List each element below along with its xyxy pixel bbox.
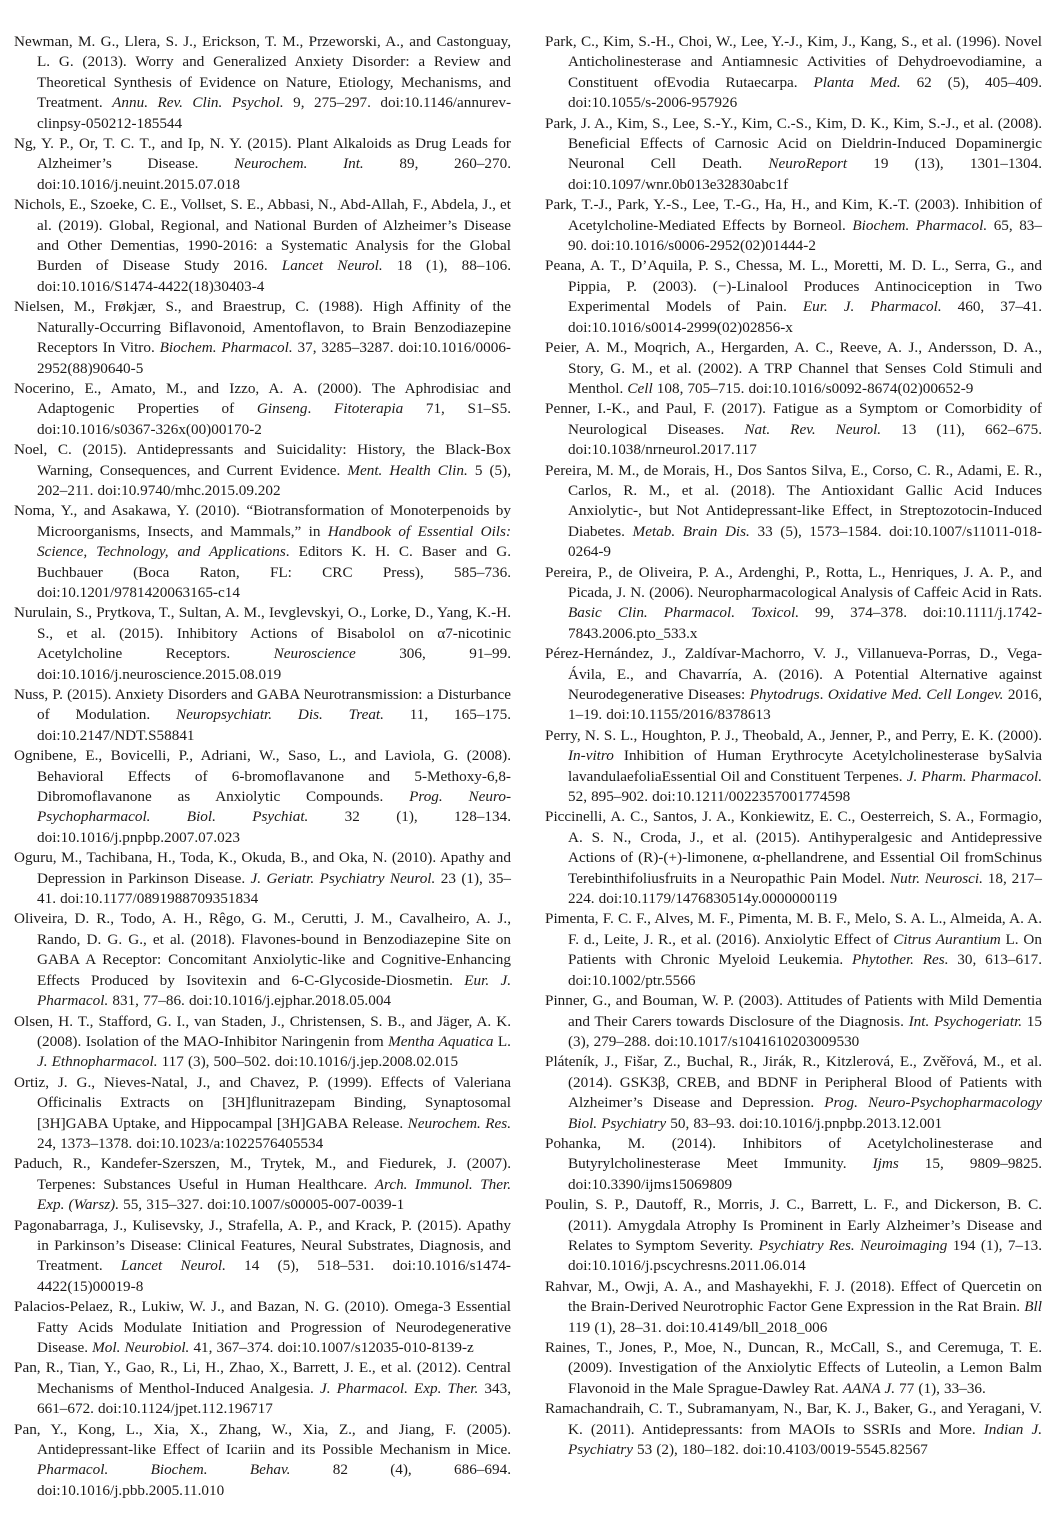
reference-text: 18, 217–224. doi:10.1179/1476830514y.0000000119 [568,869,1043,908]
reference-italic-text: Citrus Aurantium [893,930,1001,948]
reference-text: 460, 37–41. doi:10.1016/s0014-2999(02)02856-x [568,298,1042,336]
reference-entry [545,1338,1042,1399]
reference-entry [14,379,511,440]
reference-entry [14,685,511,746]
reference-text: 71, S1–S5. doi:10.1016/s0367-326x(00)00170-2 [37,400,511,438]
reference-entry [14,1154,511,1215]
reference-italic-text: Biochem. Pharmacol. [159,339,293,357]
reference-italic-text: Mentha Aquatica [388,1032,494,1050]
reference-text: 9, 275–297. doi:10.1146/annurev-clinpsy-050212-185544 [37,94,512,132]
reference-entry [545,1277,1042,1338]
reference-text: Rahvar, M., Owji, A. A., and Mashayekhi, F. J. (2018). Effect of Quercetin on the Brain-Derived Neurotrophic Factor Gene Expression in the Rat Brain. [545,1277,1042,1316]
reference-italic-text: Lancet Neurol. [120,1257,226,1275]
reference-text: Noma, Y., and Asakawa, Y. (2010). “Biotransformation of Monoterpenoids by Microorganisms, Insects, and Mammals,” in [14,502,511,540]
reference-italic-text: Phytodrugs [749,686,820,703]
reference-entry [545,726,1042,808]
reference-entry [545,114,1042,196]
reference-text: 37, 3285–3287. doi:10.1016/0006-2952(88)90640-5 [37,339,511,377]
reference-entry [14,1297,511,1358]
reference-text: Raines, T., Jones, P., Moe, N., Duncan, R., McCall, S., and Ceremuga, T. E. (2009). Investigation of the Anxiolytic Effects of Luteolin, a Lemon Balm Flavonoid in the Male Sprague-Dawley Rat. [545,1339,1042,1397]
reference-entry [545,991,1042,1052]
reference-text: Pinner, G., and Bouman, W. P. (2003). Attitudes of Patients with Mild Dementia and Their Carers towards Disclosure of the Diagnosis. [545,992,1042,1030]
reference-text: Ng, Y. P., Or, T. C. T., and Ip, N. Y. (2015). Plant Alkaloids as Drug Leads for Alzheimer’s Disease. [14,135,511,173]
reference-italic-text: Psychiatry Res. Neuroimaging [758,1236,948,1254]
reference-entry [14,909,511,1011]
reference-italic-text: J. Pharmacol. Exp. Ther. [319,1379,479,1397]
reference-italic-text: Mol. Neurobiol. [92,1339,190,1356]
reference-italic-text: Nat. Rev. Neurol. [744,420,882,438]
reference-italic-text: Metab. Brain Dis. [632,522,750,540]
reference-entry [14,1012,511,1073]
reference-italic-text: Biochem. Pharmacol. [852,216,988,234]
reference-text: Peana, A. T., D’Aquila, P. S., Chessa, M. L., Moretti, M. D. L., Serra, G., and Pippia, P. (2003). (−)-Linalool Produces Antinociception in Two Experimental Models of Pain. [545,257,1042,316]
reference-italic-text: Ginseng [256,400,308,418]
reference-text: Pereira, P., de Oliveira, P. A., Ardenghi, P., Rotta, L., Henriques, J. A. P., and Picada, J. N. (2006). Neuropharmacological Analysis of Caffeic Acid in Rats. [545,563,1042,601]
reference-text: 13 (11), 662–675. doi:10.1038/nrneurol.2017.117 [568,420,1042,459]
reference-entry [14,501,511,603]
reference-italic-text: J. Geriatr. Psychiatry Neurol. [250,869,436,887]
reference-entry [14,440,511,501]
reference-entry [545,1134,1042,1195]
reference-text: Nielsen, M., Frøkjær, S., and Braestrup, C. (1988). High Affinity of the Naturally-Occurring Biflavonoid, Amentoflavon, to Brain Benzodiazepine Receptors In Vitro. [14,298,511,357]
reference-italic-text: AANA J. [842,1379,896,1397]
reference-italic-text: Neurochem. Res. [407,1114,511,1132]
reference-text: 23 (1), 35–41. doi:10.1177/0891988709351834 [37,869,512,908]
reference-entry [545,1052,1042,1134]
reference-italic-text: Eur. J. Pharmacol. [37,971,511,1010]
reference-text: Pérez-Hernández, J., Zaldívar-Machorro, V. J., Villanueva-Porras, D., Vega-Ávila, E., and Chavarría, A. (2016). A Potential Alternative against Neurodegenerative Diseases: [545,645,1042,703]
reference-text: 24, 1373–1378. doi:10.1023/a:1022576405534 [37,1134,324,1152]
reference-text: 89, 260–270. doi:10.1016/j.neuint.2015.07.018 [37,155,511,193]
reference-italic-text: Int. Psychogeriatr. [908,1012,1023,1030]
reference-text: 306, 91–99. doi:10.1016/j.neuroscience.2015.08.019 [37,645,511,683]
reference-text: Poulin, S. P., Dautoff, R., Morris, J. C., Barrett, L. F., and Dickerson, B. C. (2011). Amygdala Atrophy Is Prominent in Early Alzheimer’s Disease and Relates to Symptom Severity. [545,1196,1042,1254]
reference-italic-text: Ijms [872,1155,899,1173]
references-column-right [545,32,1042,1501]
reference-text: 82 (4), 686–694. doi:10.1016/j.pbb.2005.11.010 [37,1461,511,1499]
reference-entry [14,1358,511,1419]
reference-italic-text: Cell [627,379,653,397]
reference-text: 53 (2), 180–182. doi:10.4103/0019-5545.82567 [632,1441,928,1459]
reference-entry [545,1399,1042,1460]
reference-text: Olsen, H. T., Stafford, G. I., van Staden, J., Christensen, S. B., and Jäger, A. K. (2008). Isolation of the MAO-Inhibitor Naringenin from [14,1012,511,1050]
reference-text: Piccinelli, A. C., Santos, J. A., Konkiewitz, E. C., Oesterreich, S. A., Formagio, A. S. N., Croda, J., et al. (2015). Antihyperalgesic and Antidepressive Actions of (R)-(+)-limonene, α-phellandrene, and Essential Oil fromSchinus Terebinthifoliusfruits in a Neuropathic Pain Model. [545,808,1042,887]
reference-text: 30, 613–617. doi:10.1002/ptr.5566 [568,951,1043,989]
reference-text: 14 (5), 518–531. doi:10.1016/s1474-4422(15)00019-8 [37,1257,511,1295]
reference-italic-text: Eur. J. Pharmacol. [802,298,942,316]
reference-text: Nichols, E., Szoeke, C. E., Vollset, S. E., Abbasi, N., Abd-Allah, F., Abdela, J., et al. (2019). Global, Regional, and National Burden of Alzheimer’s Disease and Other Dementias, 1990-2016: a Systematic Analysis for the Global Burden of Disease Study 2016. [14,196,511,275]
reference-text: 2016, 1–19. doi:10.1155/2016/8378613 [568,686,1043,724]
reference-text: 77 (1), 33–36. [895,1379,986,1397]
reference-text: L. [493,1032,511,1050]
reference-italic-text: Planta Med. [813,73,901,91]
reference-italic-text: Oxidative Med. Cell Longev. [827,686,1004,703]
reference-entry [14,134,511,195]
reference-text: Perry, N. S. L., Houghton, P. J., Theobald, A., Jenner, P., and Perry, E. K. (2000). [545,726,1042,744]
reference-entry [545,563,1042,645]
reference-text: Pan, R., Tian, Y., Gao, R., Li, H., Zhao, X., Barrett, J. E., et al. (2012). Central Mechanisms of Menthol-Induced Analgesia. [14,1359,511,1397]
reference-text: 343, 661–672. doi:10.1124/jpet.112.196717 [37,1379,512,1418]
reference-text: Pohanka, M. (2014). Inhibitors of Acetylcholinesterase and Butyrylcholinesterase Meet Immunity. [545,1134,1042,1173]
reference-text: 62 (5), 405–409. doi:10.1055/s-2006-957926 [568,73,1042,112]
reference-italic-text: J. Ethnopharmacol. [37,1053,158,1071]
reference-text: Park, C., Kim, S.-H., Choi, W., Lee, Y.-J., Kim, J., Kang, S., et al. (1996). Novel Anticholinesterase and Antiamnesic Activities of Dehydroevodiamine, a Constituent ofEvodia Rutaecarpa. [545,33,1042,91]
reference-italic-text: Basic Clin. Pharmacol. Toxicol. [568,604,800,622]
reference-entry [14,1420,511,1502]
reference-entry [545,909,1042,991]
reference-text: 5 (5), 202–211. doi:10.9740/mhc.2015.09.202 [37,461,511,499]
reference-italic-text: Bll [1024,1298,1042,1316]
reference-italic-text: Indian J. Psychiatry [568,1420,1042,1459]
reference-entry [14,848,511,909]
reference-italic-text: Ment. Health Clin. [347,461,468,479]
reference-text: 119 (1), 28–31. doi:10.4149/bll_2018_006 [568,1318,828,1336]
reference-entry [545,1195,1042,1277]
reference-entry [14,32,511,134]
reference-italic-text: Nutr. Neurosci. [890,869,983,887]
reference-text: Pan, Y., Kong, L., Xia, X., Zhang, W., Xia, Z., and Jiang, F. (2005). Antidepressant-like Effect of Icariin and its Possible Mechanism in Mice. [14,1420,511,1459]
reference-text: Pimenta, F. C. F., Alves, M. F., Pimenta, M. B. F., Melo, S. A. L., Almeida, A. A. F. d., Leite, J. R., et al. (2016). Anxiolytic Effect of [545,910,1042,948]
reference-italic-text: Neuropsychiatr. Dis. Treat. [176,706,384,724]
reference-text: . [819,686,828,703]
reference-text: 108, 705–715. doi:10.1016/s0092-8674(02)00652-9 [652,379,974,397]
reference-text: Pláteník, J., Fišar, Z., Buchal, R., Jirák, R., Kitzlerová, E., Zvěřová, M., et al. (2014). GSK3β, CREB, and BDNF in Peripheral Blood of Patients with Alzheimer’s Disease and Depression. [545,1053,1042,1112]
reference-text: Newman, M. G., Llera, S. J., Erickson, T. M., Przeworski, A., and Castonguay, L. G. (2013). Worry and Generalized Anxiety Disorder: a Review and Theoretical Synthesis of Evidence on Nature, Etiology, Mechanisms, and Treatment. [14,33,511,112]
reference-text: 194 (1), 7–13. doi:10.1016/j.pscychresns.2011.06.014 [568,1236,1043,1275]
reference-italic-text: In-vitro [568,747,614,765]
reference-text: Nurulain, S., Prytkova, T., Sultan, A. M., Ievglevskyi, O., Lorke, D., Yang, K.-H. S., et al. (2015). Inhibitory Actions of Bisabolol on α7-nicotinic Acetylcholine Receptors. [14,604,511,663]
reference-text: 52, 895–902. doi:10.1211/0022357001774598 [568,788,851,806]
reference-text: Peier, A. M., Moqrich, A., Hergarden, A. C., Reeve, A. J., Andersson, D. A., Story, G. M., et al. (2002). A TRP Channel that Senses Cold Stimuli and Menthol. [545,339,1042,397]
reference-italic-text: Arch. Immunol. Ther. Exp. (Warsz). [37,1175,511,1214]
reference-entry [545,256,1042,338]
reference-italic-text: Phytother. Res. [851,951,949,969]
reference-italic-text: Lancet Neurol. [281,257,383,275]
reference-entry [545,32,1042,114]
reference-italic-text: Neurochem. Int. [234,155,364,173]
reference-text: 32 (1), 128–134. doi:10.1016/j.pnpbp.2007.07.023 [37,808,511,846]
reference-text: Inhibition of Human Erythrocyte Acetylcholinesterase bySalvia lavandulaefoliaEssential Oil and Constituent Terpenes. [568,747,1042,785]
reference-entry [14,1073,511,1155]
reference-entry [14,603,511,685]
reference-text: Penner, I.-K., and Paul, F. (2017). Fatigue as a Symptom or Comorbidity of Neurological Diseases. [545,400,1042,438]
reference-entry [545,399,1042,460]
reference-text: L. On Patients with Chronic Myeloid Leukemia. [568,930,1042,969]
reference-italic-text: Neuroscience [273,645,356,663]
reference-italic-text: Prog. Neuro-Psychopharmacology Biol. Psychiatry [568,1094,1042,1132]
reference-italic-text: Prog. Neuro-Psychopharmacol. Biol. Psychiat. [37,788,512,826]
reference-text: Pereira, M. M., de Morais, H., Dos Santos Silva, E., Corso, C. R., Adami, E. R., Carlos, R. M., et al. (2018). The Antioxidant Gallic Acid Induces Anxiolytic-, but Not Antidepressant-like Effect, in Streptozotocin-Induced Diabetes. [545,461,1042,540]
reference-text: Ramachandraih, C. T., Subramanyam, N., Bar, K. J., Baker, G., and Yeragani, V. K. (2011). Antidepressants: from MAOIs to SSRIs and More. [545,1400,1042,1438]
reference-text: 99, 374–378. doi:10.1111/j.1742-7843.2006.pto_533.x [568,604,1043,642]
reference-entry [545,461,1042,563]
reference-entry [14,1216,511,1298]
reference-entry [14,297,511,379]
reference-italic-text: Annu. Rev. Clin. Psychol. [112,94,284,112]
reference-text: 41, 367–374. doi:10.1007/s12035-010-8139-z [189,1339,474,1356]
reference-text: 11, 165–175. doi:10.2147/NDT.S58841 [37,706,511,744]
reference-text: 831, 77–86. doi:10.1016/j.ejphar.2018.05.004 [108,992,392,1010]
reference-text: 50, 83–93. doi:10.1016/j.pnpbp.2013.12.001 [666,1114,943,1132]
reference-text: 19 (13), 1301–1304. doi:10.1097/wnr.0b013e32830abc1f [568,155,1043,193]
reference-entry [545,338,1042,399]
reference-text: Park, T.-J., Park, Y.-S., Lee, T.-G., Ha, H., and Kim, K.-T. (2003). Inhibition of Acetylcholine-Mediated Effects by Borneol. [545,196,1042,234]
reference-entry [545,644,1042,726]
reference-text: Pagonabarraga, J., Kulisevsky, J., Strafella, A. P., and Krack, P. (2015). Apathy in Parkinson’s Disease: Clinical Features, Neural Substrates, Diagnosis, and Treatment. [14,1216,511,1275]
reference-text: Paduch, R., Kandefer-Szerszen, M., Trytek, M., and Fiedurek, J. (2007). Terpenes: Substances Useful in Human Healthcare. [14,1155,511,1193]
references-column-left [14,32,511,1501]
reference-italic-text: J. Pharm. Pharmacol. [906,767,1042,785]
reference-text: . [307,400,334,418]
reference-text: Oguru, M., Tachibana, H., Toda, K., Okuda, B., and Oka, N. (2010). Apathy and Depression in Parkinson Disease. [14,849,511,887]
reference-text: 18 (1), 88–106. doi:10.1016/S1474-4422(18)30403-4 [37,257,512,295]
reference-text: 65, 83–90. doi:10.1016/s0006-2952(02)01444-2 [568,216,1042,255]
reference-text: 15 (3), 279–288. doi:10.1017/s1041610203009530 [568,1012,1042,1050]
reference-entry [545,807,1042,909]
reference-text: 117 (3), 500–502. doi:10.1016/j.jep.2008.02.015 [157,1053,459,1071]
reference-text: Noel, C. (2015). Antidepressants and Suicidality: History, the Black-Box Warning, Consequences, and Current Evidence. [14,441,511,479]
reference-text: Palacios-Pelaez, R., Lukiw, W. J., and Bazan, N. G. (2010). Omega-3 Essential Fatty Acids Modulate Initiation and Progression of Neurodegenerative Disease. [14,1298,511,1356]
reference-text: Park, J. A., Kim, S., Lee, S.-Y., Kim, C.-S., Kim, D. K., Kim, S.-J., et al. (2008). Beneficial Effects of Carnosic Acid on Dieldrin-Induced Dopaminergic Neuronal Cell Death. [545,114,1042,173]
reference-text: Nuss, P. (2015). Anxiety Disorders and GABA Neurotransmission: a Disturbance of Modulation. [14,686,511,724]
reference-italic-text: Handbook of Essential Oils: Science, Technology, and Applications [37,522,511,561]
reference-text: Oliveira, D. R., Todo, A. H., Rêgo, G. M., Cerutti, J. M., Cavalheiro, A. J., Rando, D. G. G., et al. (2018). Flavones-bound in Benzodiazepine Site on GABA A Receptor: Concomitant Anxiolytic-like and Cognitive-Enhancing Effects Produced by Isovitexin and 6-C-Glycoside-Diosmetin. [14,910,511,989]
reference-entry [545,195,1042,256]
reference-text: Ortiz, J. G., Nieves-Natal, J., and Chavez, P. (1999). Effects of Valeriana Officinalis Extracts on [3H]flunitrazepam Binding, Synaptosomal [3H]GABA Uptake, and Hippocampal [3H]GABA Release. [14,1073,511,1132]
reference-text: Ognibene, E., Bovicelli, P., Adriani, W., Saso, L., and Laviola, G. (2008). Behavioral Effects of 6-bromoflavanone and 5-Methoxy-6,8-Dibromoflavanone as Anxiolytic Compounds. [14,747,511,806]
reference-text: . Editors K. H. C. Baser and G. Buchbauer (Boca Raton, FL: CRC Press), 585–736. doi:10.1201/9781420063165-c14 [37,543,511,601]
reference-entry [14,195,511,297]
reference-text: 15, 9809–9825. doi:10.3390/ijms15069809 [568,1155,1043,1193]
reference-text: Nocerino, E., Amato, M., and Izzo, A. A. (2000). The Aphrodisiac and Adaptogenic Properties of [14,379,511,418]
reference-text: 55, 315–327. doi:10.1007/s00005-007-0039-1 [119,1196,405,1214]
reference-italic-text: Pharmacol. Biochem. Behav. [37,1461,291,1479]
reference-entry [14,746,511,848]
reference-italic-text: NeuroReport [768,155,848,173]
reference-text: 33 (5), 1573–1584. doi:10.1007/s11011-018-0264-9 [568,522,1042,561]
reference-italic-text: Fitoterapia [333,400,404,418]
